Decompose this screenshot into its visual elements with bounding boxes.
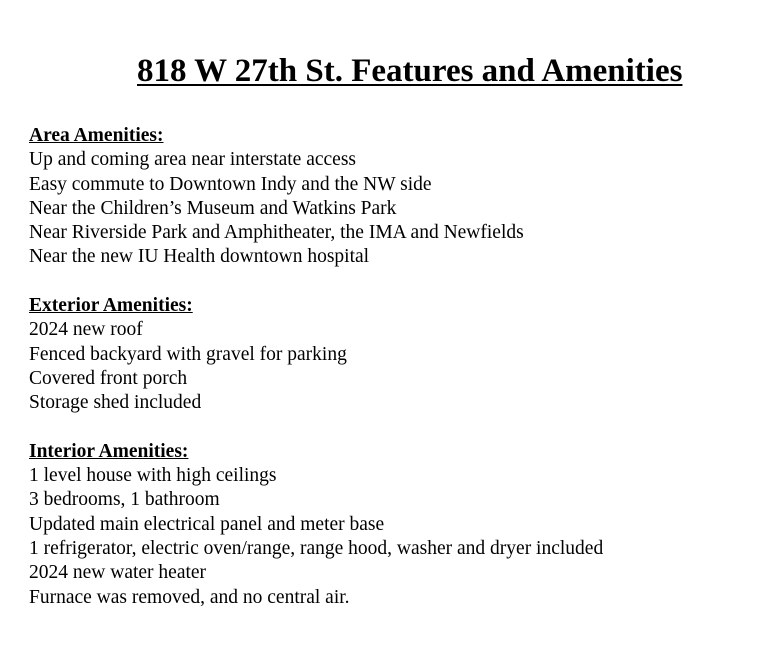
list-item: 2024 new water heater [29,562,207,584]
list-item: 2024 new roof [29,319,143,341]
amenities-sections [29,124,769,634]
list-item: Updated main electrical panel and meter base [29,513,385,535]
list-item: Near Riverside Park and Amphitheater, the IMA and Newfields [29,222,524,244]
section-interior-amenities [29,440,769,610]
list-item: 3 bedrooms, 1 bathroom [29,489,220,511]
list-item: Covered front porch [29,367,188,389]
list-item: Furnace was removed, and no central air. [29,586,350,608]
list-item: Up and coming area near interstate access [29,149,357,171]
list-item: 1 refrigerator, electric oven/range, range hood, washer and dryer included [29,538,604,560]
section-heading: Exterior Amenities: [29,295,193,317]
list-item: Near the Children’s Museum and Watkins Park [29,197,397,219]
section-area-amenities [29,124,769,270]
section-heading: Interior Amenities: [29,440,189,462]
section-exterior-amenities [29,294,769,415]
list-item: Near the new IU Health downtown hospital [29,246,370,268]
document-title: 818 W 27th St. Features and Amenities [137,53,683,89]
list-item: Fenced backyard with gravel for parking [29,343,347,365]
section-heading: Area Amenities: [29,125,164,146]
list-item: 1 level house with high ceilings [29,465,277,487]
list-item: Easy commute to Downtown Indy and the NW side [29,173,432,195]
list-item: Storage shed included [29,392,202,414]
